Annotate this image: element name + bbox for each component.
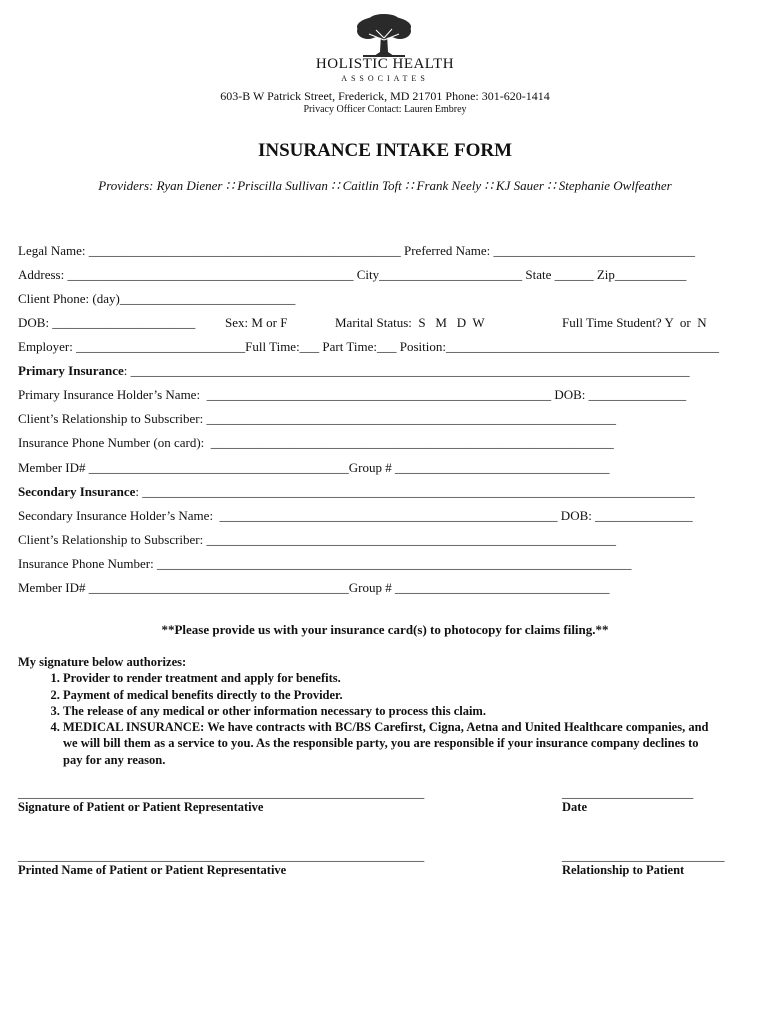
primary-insurance-field[interactable] (18, 363, 690, 379)
insurance-card-notice: **Please provide us with your insurance card(s) to photocopy for claims filing.** (161, 622, 609, 637)
legal-name-field[interactable]: Legal Name: ________________________________________________ Preferred Name: _______________________________ (18, 243, 696, 258)
signature-line[interactable]: _________________________________________________________________ (18, 786, 425, 800)
tree-icon (355, 14, 413, 58)
primary-relationship-field[interactable]: Client’s Relationship to Subscriber: _______________________________________________________________ (18, 411, 616, 426)
signature-label: Signature of Patient or Patient Representative (18, 800, 264, 814)
primary-insurance-blank[interactable]: : ______________________________________________________________________________________ (123, 363, 690, 378)
printed-name-line[interactable]: _________________________________________________________________ (18, 849, 425, 863)
primary-insurance-label: Primary Insurance (18, 363, 124, 378)
authorization-item: 2. Payment of medical benefits directly to the Provider. (63, 687, 713, 703)
dob-field[interactable]: DOB: ______________________ (18, 315, 196, 330)
practice-address: 603-B W Patrick Street, Frederick, MD 21701 Phone: 301-620-1414 (220, 89, 550, 103)
employer-field[interactable]: Employer: __________________________Full Time:___ Part Time:___ Position:__________________________________________ (18, 339, 719, 354)
secondary-insurance-phone-field[interactable]: Insurance Phone Number: _________________________________________________________________________ (18, 556, 632, 571)
form-title: INSURANCE INTAKE FORM (257, 140, 513, 161)
providers-list: Providers: Ryan Diener ∷ Priscilla Sullivan ∷ Caitlin Toft ∷ Frank Neely ∷ KJ Sauer ∷ Stephanie Owlfeather (98, 178, 672, 193)
sex-field[interactable]: Sex: M or F (225, 315, 288, 330)
relationship-label: Relationship to Patient (562, 863, 685, 877)
authorization-item: 1. Provider to render treatment and apply for benefits. (63, 670, 713, 686)
secondary-holder-field[interactable]: Secondary Insurance Holder’s Name: ____________________________________________________ DOB: _______________ (18, 508, 693, 523)
date-line[interactable]: _____________________ (562, 786, 694, 800)
brand-subtitle: ASSOCIATES (341, 74, 429, 83)
authorization-section (18, 654, 713, 768)
brand-name: HOLISTIC HEALTH (315, 56, 455, 72)
secondary-member-id-field[interactable]: Member ID# ________________________________________Group # _________________________________ (18, 580, 610, 595)
date-label: Date (562, 800, 587, 814)
privacy-officer-contact: Privacy Officer Contact: Lauren Embrey (303, 104, 467, 115)
secondary-insurance-label: Secondary Insurance (18, 484, 136, 499)
authorization-item: 3. The release of any medical or other information necessary to process this claim. (63, 703, 713, 719)
secondary-relationship-field[interactable]: Client’s Relationship to Subscriber: _______________________________________________________________ (18, 532, 616, 547)
address-field[interactable]: Address: ____________________________________________ City______________________ State ______ Zip___________ (18, 267, 687, 282)
marital-status-field[interactable]: Marital Status: S M D W (335, 315, 485, 330)
authorization-heading: My signature below authorizes: (18, 655, 187, 669)
primary-member-id-field[interactable]: Member ID# ________________________________________Group # _________________________________ (18, 460, 610, 475)
primary-holder-field[interactable]: Primary Insurance Holder’s Name: _____________________________________________________ DOB: _______________ (18, 387, 687, 402)
printed-name-label: Printed Name of Patient or Patient Representative (18, 863, 287, 877)
relationship-line[interactable]: __________________________ (562, 849, 725, 863)
primary-insurance-phone-field[interactable]: Insurance Phone Number (on card): ______________________________________________________________ (18, 435, 614, 450)
secondary-insurance-blank[interactable]: : _____________________________________________________________________________________ (135, 484, 695, 499)
authorization-item: 4. MEDICAL INSURANCE: We have contracts with BC/BS Carefirst, Cigna, Aetna and United Healthcare companies, and we will bill them as a service to you. As the responsible party, you are responsible if your insurance company declines to pay for any reason. (63, 719, 713, 768)
client-phone-field[interactable]: Client Phone: (day)___________________________ (18, 291, 296, 306)
full-time-student-field[interactable]: Full Time Student? Y or N (562, 315, 707, 330)
secondary-insurance-field[interactable] (18, 484, 695, 500)
